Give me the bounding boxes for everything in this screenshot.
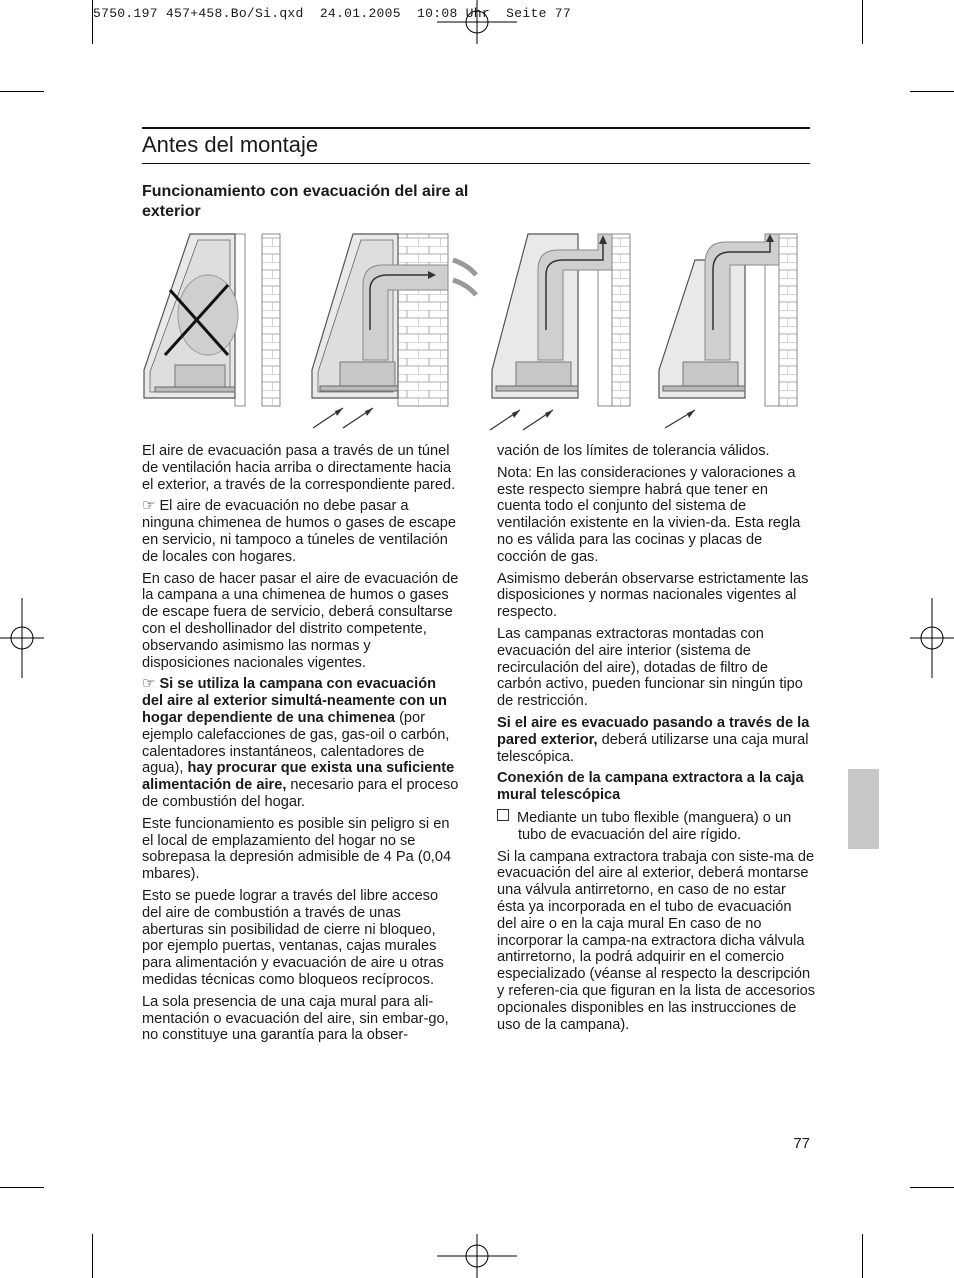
paragraph (497, 715, 815, 765)
paragraph: En caso de hacer pasar el aire de evacuación de la campana a una chimenea de humos o gases de escape fuera de servicio, deberá consultarse con el deshollinador del distrito competente, observando asimismo las normas y disposiciones nacionales vigentes. (142, 570, 459, 671)
bold-text: Si se utiliza la campana con evacuación del aire al exterior simultá-neamente con un hogar dependiente de una chimenea (142, 676, 447, 726)
paragraph: Si la campana extractora trabaja con siste-ma de evacuación del aire al exterior, deberá montarse una válvula antirretorno, en caso de no estar ésta ya incorporada en el tubo de evacuación del aire o en la caja mural En caso de no incorporar la campa-na extractora dicha válvula antirretorno, la podrá adquirir en el comercio especializado (véanse al respecto la descripción y referen-cia que figuran en la lista de accesorios opcionales disponibles en las instrucciones de uso de la campana). (497, 848, 815, 1033)
crop-mark (0, 1187, 44, 1188)
list-item-text: Mediante un tubo flexible (manguera) o un tubo de evacuación del aire rígido. (517, 809, 792, 843)
print-slug: 5750.197 457+458.Bo/Si.qxd 24.01.2005 10:08 Uhr Seite 77 (93, 6, 571, 21)
paragraph: Este funcionamiento es posible sin peligro si en el local de emplazamiento del hogar no se sobrepasa la depresión admisible de 4 Pa (0,04 mbares). (142, 815, 452, 883)
crop-mark (910, 1187, 954, 1188)
text-column-right (497, 443, 815, 1038)
paragraph: Las campanas extractoras montadas con evacuación del aire interior (sistema de recirculación del aire), dotadas de filtro de carbón activo, pueden funcionar sin ningún tipo de restricción. (497, 625, 803, 710)
registration-mark-icon (0, 598, 44, 678)
chapter-tab (848, 769, 879, 849)
crop-mark (910, 91, 954, 92)
header-rule (142, 127, 810, 129)
section-heading: Funcionamiento con evacuación del aire al exterior (142, 183, 469, 220)
page-title: Antes del montaje (142, 132, 319, 157)
crop-mark (862, 1234, 863, 1278)
title-rule (142, 163, 810, 164)
hood-wall-exhaust-icon (312, 234, 476, 428)
paragraph (142, 498, 460, 565)
hood-not-allowed-icon (144, 234, 280, 406)
paragraph-text: deberá utilizarse una caja mural telescópica. (497, 731, 809, 765)
registration-mark-icon (437, 0, 517, 44)
registration-mark-icon (437, 1234, 517, 1278)
paragraph: El aire de evacuación pasa a través de un túnel de ventilación hacia arriba o directamente hacia el exterior, a través de la correspondiente pared. (142, 443, 456, 493)
hood-duct-up-alt-icon (659, 234, 797, 428)
pointing-hand-icon: ☞ (142, 497, 156, 515)
crop-mark (0, 91, 44, 92)
subheading: Conexión de la campana extractora a la caja mural telescópica (497, 770, 804, 804)
crop-mark (92, 0, 93, 44)
exhaust-installation-figure (140, 230, 810, 440)
page-number: 77 (793, 1135, 810, 1152)
paragraph-text: El aire de evacuación no debe pasar a ninguna chimenea de humos o gases de escape en servicio, ni tampoco a túneles de ventilación de locales con hogares. (142, 498, 456, 565)
checkbox-bullet-icon (497, 809, 509, 821)
paragraph: Nota: En las consideraciones y valoraciones a este respecto siempre habrá que tener en cuenta todo el conjunto del sistema de ventilación existente en la vivien-da. Esta regla no es válida para las cocinas y placas de cocción de gas. (497, 464, 801, 565)
paragraph: Esto se puede lograr a través del libre acceso del aire de combustión a través de unas aberturas sin posibilidad de cierre ni bloqueo, por ejemplo puertas, ventanas, cajas murales para alimentación y evacuación de aire u otras medidas técnicas como bloqueos recíprocos. (142, 887, 444, 988)
text-column-left (142, 443, 460, 1049)
paragraph: Asimismo deberán observarse estrictamente las disposiciones y normas nacionales vigentes al respecto. (497, 570, 809, 621)
bold-text: Si el aire es evacuado pasando a través de la pared exterior, (497, 714, 810, 748)
paragraph: La sola presencia de una caja mural para ali-mentación o evacuación del aire, sin embar-go, no constituye una garantía para la obser- (142, 993, 449, 1044)
pointing-hand-icon: ☞ (142, 675, 156, 693)
paragraph: vación de los límites de tolerancia válidos. (497, 443, 770, 459)
crop-mark (92, 1234, 93, 1278)
list-item (497, 809, 815, 844)
hood-duct-up-icon (490, 234, 630, 430)
paragraph (142, 676, 460, 810)
bold-text: hay procurar que exista una suficiente alimentación de aire, (142, 760, 455, 794)
registration-mark-icon (910, 598, 954, 678)
paragraph-text: (por ejemplo calefacciones de gas, gas-oil o carbón, calentadores instantáneos, calentadores de agua), (142, 709, 450, 777)
crop-mark (862, 0, 863, 44)
paragraph-text: necesario para el proceso de combustión del hogar. (142, 777, 459, 810)
